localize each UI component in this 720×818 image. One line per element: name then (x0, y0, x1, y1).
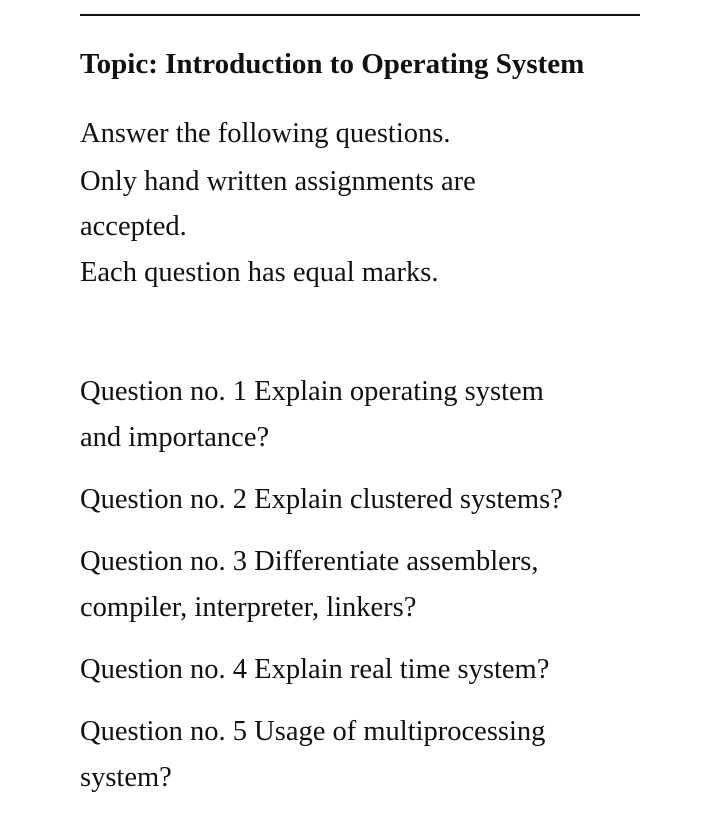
top-divider (80, 14, 640, 16)
question-line: Question no. 3 Differentiate assemblers, (80, 546, 539, 577)
instruction-line: Answer the following questions. (80, 118, 451, 149)
question-line: Question no. 1 Explain operating system (80, 376, 544, 407)
question-line: Question no. 5 Usage of multiprocessing (80, 716, 546, 747)
question-line: compiler, interpreter, linkers? (80, 592, 417, 623)
instruction-line: Only hand written assignments are (80, 166, 476, 197)
question-line: Question no. 2 Explain clustered systems? (80, 484, 563, 515)
question-line: Question no. 4 Explain real time system? (80, 654, 550, 685)
question-line: and importance? (80, 422, 270, 453)
instruction-line: accepted. (80, 211, 187, 242)
question-line: system? (80, 762, 172, 793)
topic-heading: Topic: Introduction to Operating System (80, 48, 585, 80)
instruction-line: Each question has equal marks. (80, 257, 439, 288)
